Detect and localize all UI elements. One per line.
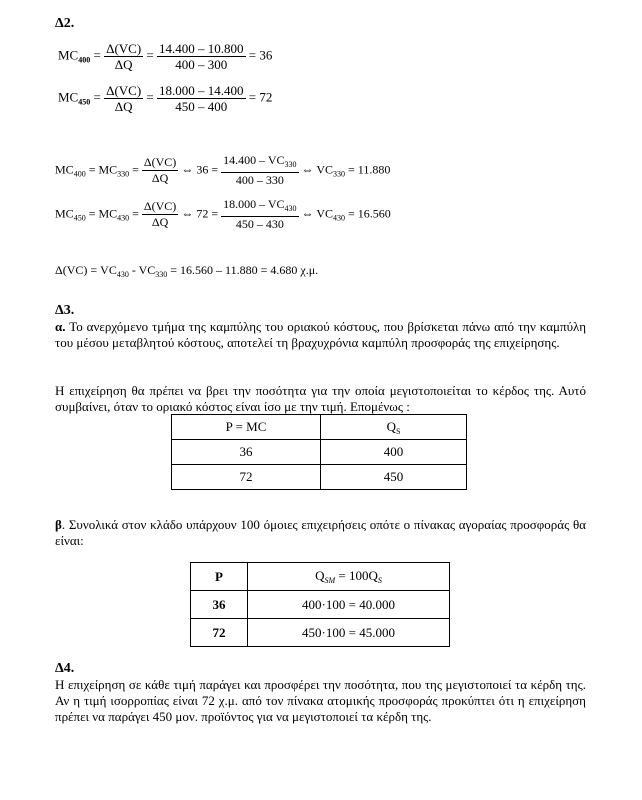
fraction xyxy=(157,41,246,72)
eq-result: = 16.560 xyxy=(348,206,391,221)
paragraph-d4: Η επιχείρηση σε κάθε τιμή παράγει και προσφέρει την ποσότητα, που της μεγιστοποιεί τα κέρδη της. Αν η τιμή ισορροπίας είναι 72 χ.μ. από τον πίνακα ατομικής προσφοράς προκύπτει ότι η επιχείρηση πρέπει να παράγει 450 μον. προϊόντος για να μεγιστοποιεί τα κέρδη της. xyxy=(55,677,586,724)
eq-subscript: 400 xyxy=(78,55,91,65)
eq-subscript: 430 xyxy=(284,204,297,213)
fraction xyxy=(157,83,246,114)
eq-term: ⇔ 72 = xyxy=(181,206,219,221)
header-subscript: S xyxy=(395,426,401,436)
eq-result: = 72 xyxy=(248,89,273,105)
eq-subscript: 430 xyxy=(333,213,345,223)
table-cell: 72 xyxy=(172,465,321,490)
supply-table-market xyxy=(190,562,450,647)
paragraph-text: . Συνολικά στον κλάδο υπάρχουν 100 όμοιες επιχειρήσεις οπότε ο πίνακας αγοραίας προσφοράς θα είναι: xyxy=(55,517,586,548)
header-text: Q xyxy=(315,568,325,583)
eq-term: ⇔ VC xyxy=(301,206,333,221)
fraction xyxy=(104,83,143,114)
table-row xyxy=(191,619,450,647)
table-header-cell xyxy=(248,563,450,591)
frac-num: 18.000 – VC xyxy=(223,197,285,211)
frac-den: ΔQ xyxy=(151,215,169,229)
table-cell: 72 xyxy=(191,619,248,647)
item-label-alpha: α. xyxy=(55,319,66,334)
eq-sign: = xyxy=(93,47,101,63)
table-cell: 36 xyxy=(191,591,248,619)
paragraph-profit: Η επιχείρηση θα πρέπει να βρει την ποσότητα για την οποία μεγιστοποιείται το κέρδος της. Αυτό συμβαίνει, όταν το οριακό κόστος είναι ίσο με την τιμή. Επομένως : xyxy=(55,383,586,414)
frac-den: ΔQ xyxy=(114,99,133,114)
fraction xyxy=(221,197,298,232)
paragraph-alpha xyxy=(55,319,586,351)
frac-num: Δ(VC) xyxy=(143,199,177,213)
table-header-cell: P = MC xyxy=(172,415,321,440)
table-header-cell xyxy=(321,415,467,440)
eq-sign: = xyxy=(132,206,139,221)
frac-num: Δ(VC) xyxy=(106,41,142,56)
frac-den: 400 – 300 xyxy=(175,57,228,72)
paragraph-beta xyxy=(55,517,586,549)
table-cell: 400·100 = 40.000 xyxy=(248,591,450,619)
fraction xyxy=(142,199,178,230)
eq-term: = MC xyxy=(88,206,118,221)
equation-vc330 xyxy=(55,153,390,188)
frac-den: ΔQ xyxy=(114,57,133,72)
table-row xyxy=(191,591,450,619)
table-row xyxy=(172,440,467,465)
section-heading-d3: Δ3. xyxy=(55,303,75,318)
eq-result: = 11.880 xyxy=(348,162,391,177)
supply-table-firm xyxy=(171,414,467,490)
equation-delta-vc xyxy=(55,263,318,279)
eq-term: = MC xyxy=(88,162,118,177)
eq-subscript: 330 xyxy=(284,160,297,169)
fraction xyxy=(221,153,298,188)
eq-subscript: 430 xyxy=(117,213,130,223)
eq-sign: = xyxy=(146,89,154,105)
eq-term: MC xyxy=(58,47,79,63)
eq-subscript: 330 xyxy=(117,169,130,179)
frac-den: 450 – 400 xyxy=(175,99,228,114)
eq-term: ⇔ VC xyxy=(301,162,333,177)
eq-term: - VC xyxy=(131,263,156,277)
eq-term: MC xyxy=(55,206,74,221)
table-cell: 450 xyxy=(321,465,467,490)
eq-subscript: 330 xyxy=(333,169,345,179)
header-text: Q xyxy=(386,418,396,434)
section-heading-d2: Δ2. xyxy=(55,16,75,31)
eq-term: ⇔ 36 = xyxy=(181,162,219,177)
item-label-beta: β xyxy=(55,517,62,532)
frac-num: Δ(VC) xyxy=(143,155,177,169)
eq-result: = 16.560 – 11.880 = 4.680 χ.μ. xyxy=(170,263,319,277)
table-cell: 400 xyxy=(321,440,467,465)
frac-den: 400 – 330 xyxy=(235,173,284,187)
eq-sign: = xyxy=(146,47,154,63)
header-subscript: S xyxy=(377,576,382,585)
eq-subscript: 330 xyxy=(155,270,168,279)
eq-subscript: 430 xyxy=(116,270,129,279)
eq-subscript: 400 xyxy=(73,169,86,179)
eq-result: = 36 xyxy=(248,47,273,63)
equation-vc430 xyxy=(55,197,391,232)
fraction xyxy=(104,41,143,72)
eq-term: MC xyxy=(55,162,74,177)
frac-den: 450 – 430 xyxy=(235,217,284,231)
table-header-row xyxy=(172,415,467,440)
eq-term: MC xyxy=(58,89,79,105)
table-header-cell: P xyxy=(191,563,248,591)
frac-num: 14.400 – VC xyxy=(223,153,285,167)
eq-subscript: 450 xyxy=(73,213,86,223)
frac-den: ΔQ xyxy=(151,171,169,185)
eq-subscript: 450 xyxy=(78,97,91,107)
table-header-row xyxy=(191,563,450,591)
frac-num: 18.000 – 14.400 xyxy=(159,83,244,98)
eq-sign: = xyxy=(132,162,139,177)
table-row xyxy=(172,465,467,490)
header-text: = 100Q xyxy=(335,568,378,583)
equation-mc400 xyxy=(58,41,272,72)
header-subscript: SM xyxy=(324,576,336,585)
eq-term: Δ(VC) = VC xyxy=(55,263,117,277)
eq-sign: = xyxy=(93,89,101,105)
frac-num: 14.400 – 10.800 xyxy=(159,41,244,56)
paragraph-text: Το ανερχόμενο τμήμα της καμπύλης του οριακού κόστους, που βρίσκεται πάνω από την καμπύλη του μέσου μεταβλητού κόστους, αποτελεί τη βραχυχρόνια καμπύλη προσφοράς της επιχείρησης. xyxy=(55,319,586,350)
equation-mc450 xyxy=(58,83,272,114)
table-cell: 450·100 = 45.000 xyxy=(248,619,450,647)
frac-num: Δ(VC) xyxy=(106,83,142,98)
section-heading-d4: Δ4. xyxy=(55,661,75,676)
fraction xyxy=(142,155,178,186)
table-cell: 36 xyxy=(172,440,321,465)
